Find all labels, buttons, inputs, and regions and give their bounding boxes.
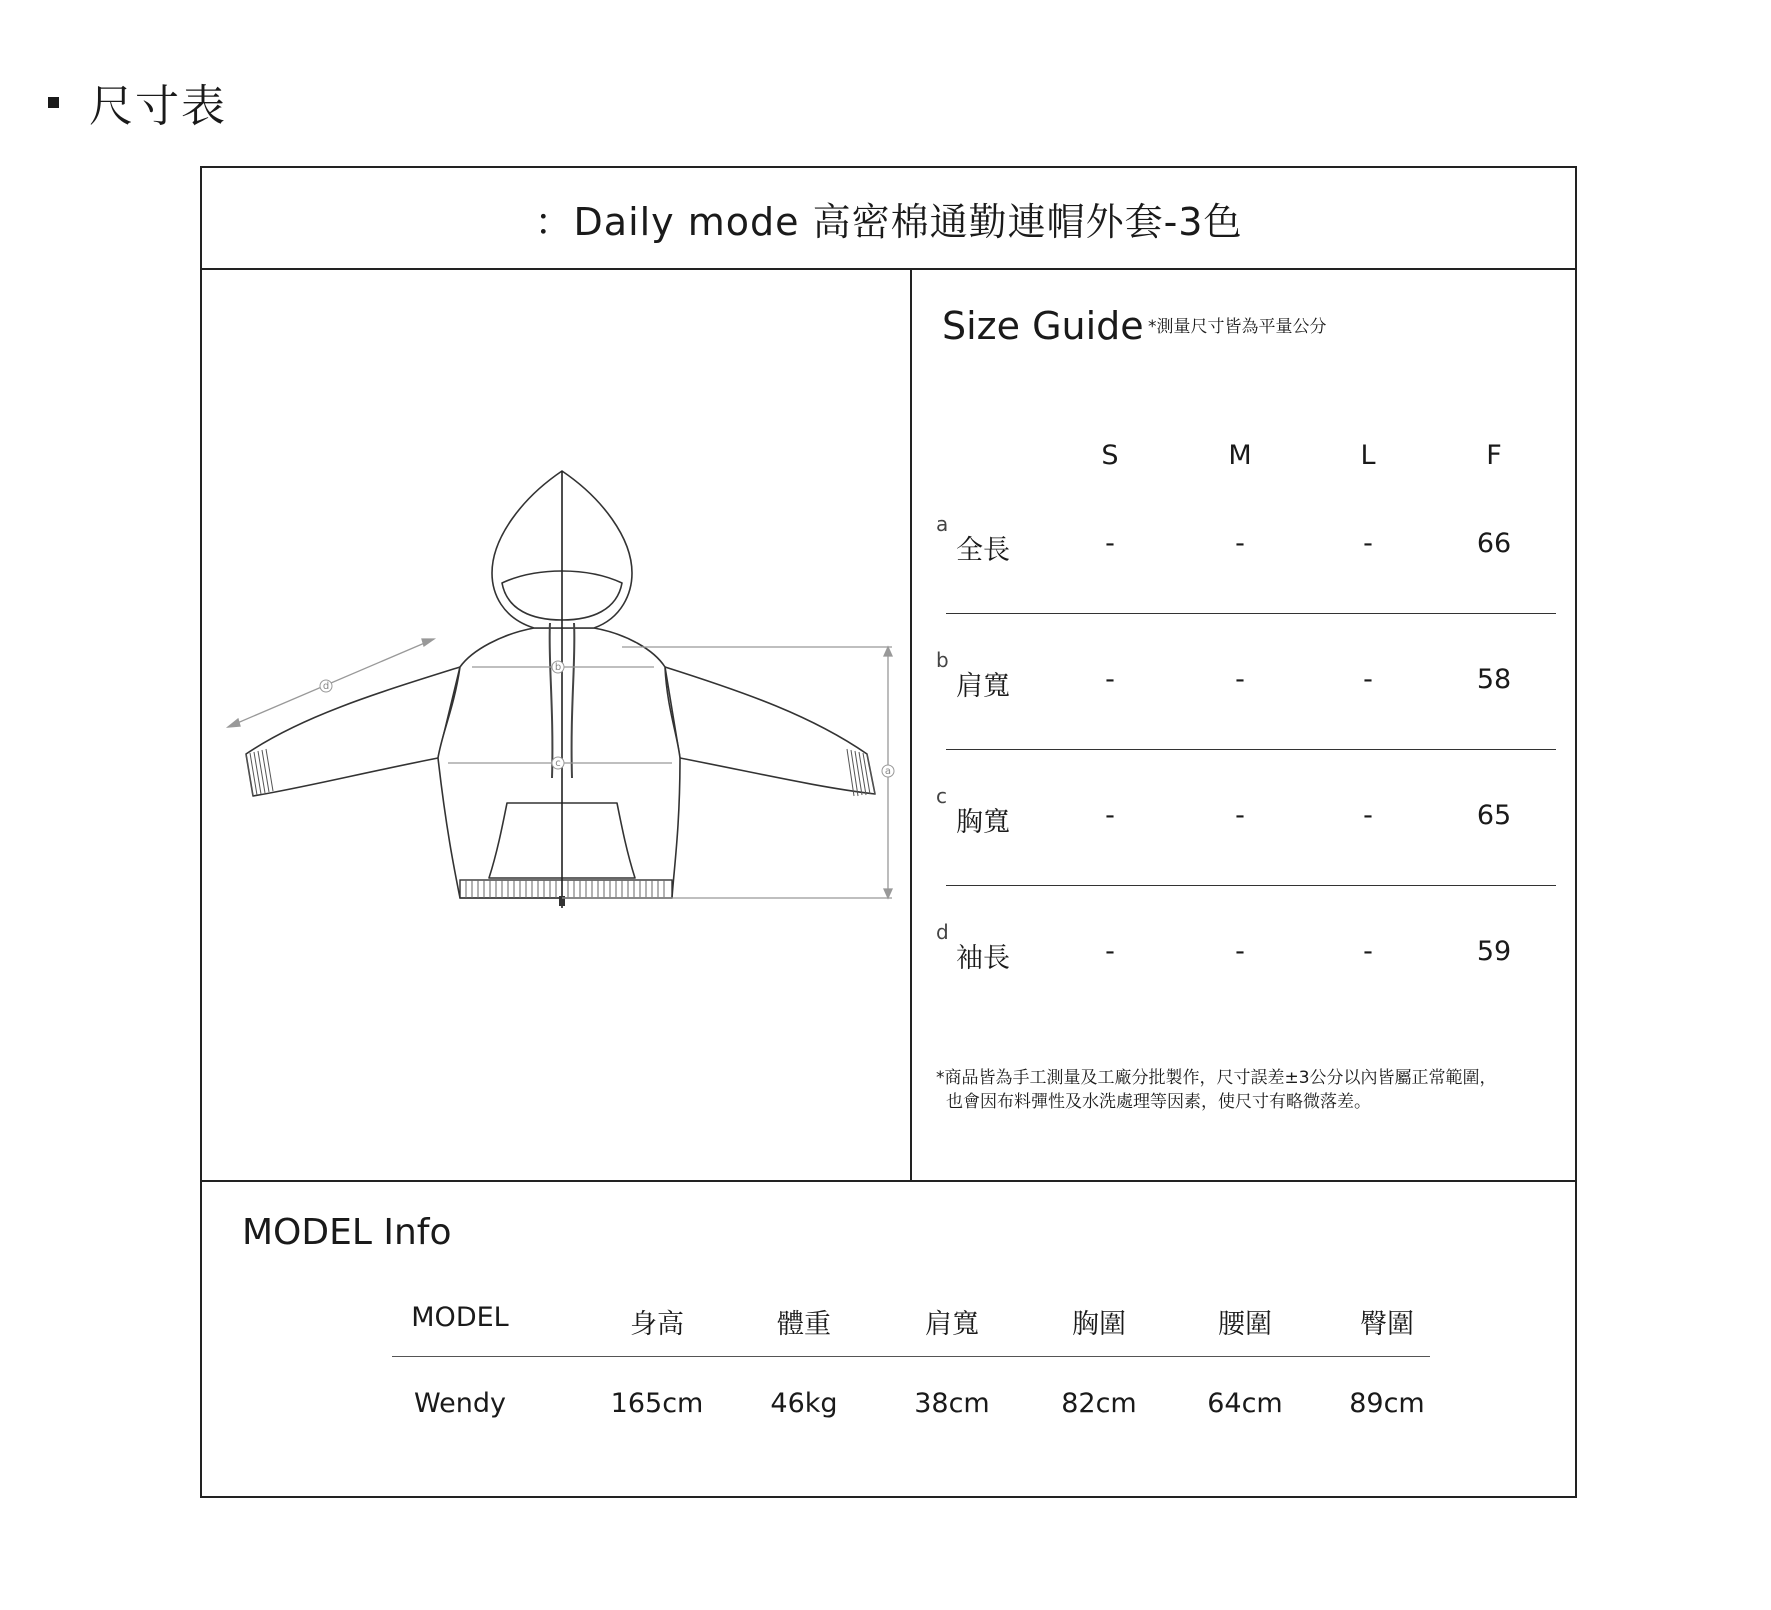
model-header-hip: 臀圍 — [1360, 1309, 1414, 1340]
cell-shoulder-f: 58 — [1476, 664, 1512, 695]
row-letter-c: c — [936, 784, 947, 808]
section-heading-text: 尺寸表 — [89, 81, 227, 132]
cell-sleeve-m: - — [1235, 936, 1245, 967]
model-header-shoulder: 肩寬 — [925, 1309, 979, 1340]
cell-chest-l: - — [1363, 800, 1373, 831]
row-letter-d: d — [936, 920, 949, 944]
section-heading — [48, 72, 227, 132]
model-header-bust: 胸圍 — [1072, 1309, 1126, 1340]
model-value-hip: 89cm — [1349, 1388, 1425, 1419]
model-value-height: 165cm — [610, 1388, 704, 1419]
row-label-chest: 胸寬 — [956, 807, 1010, 838]
right-sleeve — [665, 667, 875, 794]
marker-c: c — [555, 758, 561, 769]
model-value-waist: 64cm — [1207, 1388, 1283, 1419]
size-footnote — [936, 1066, 1576, 1114]
footnote-line-2: 也會因布料彈性及水洗處理等因素，使尺寸有略微落差。 — [946, 1092, 1371, 1112]
cell-length-l: - — [1363, 528, 1373, 559]
garment-illustration-cell — [202, 268, 912, 1180]
row-label-shoulder: 肩寬 — [956, 671, 1010, 702]
size-guide-note: *測量尺寸皆為平量公分 — [1148, 317, 1327, 337]
product-title: ：Daily mode 高密棉通勤連帽外套-3色 — [202, 168, 1575, 270]
marker-d: d — [322, 681, 330, 692]
cell-length-s: - — [1105, 528, 1115, 559]
size-guide-cell — [912, 268, 1575, 1180]
bullet-icon — [48, 97, 59, 108]
cell-length-m: - — [1235, 528, 1245, 559]
marker-a: a — [884, 766, 892, 777]
row-label-length: 全長 — [956, 535, 1010, 566]
row-label-sleeve: 袖長 — [956, 943, 1010, 974]
cell-chest-f: 65 — [1476, 800, 1512, 831]
cell-sleeve-l: - — [1363, 936, 1373, 967]
size-header-s: S — [1101, 440, 1119, 471]
row-divider — [946, 613, 1556, 614]
hoodie-diagram — [202, 268, 910, 1180]
model-info-title: MODEL Info — [242, 1212, 452, 1253]
model-header-divider — [392, 1356, 1430, 1357]
model-header-waist: 腰圍 — [1218, 1309, 1272, 1340]
model-header-weight: 體重 — [777, 1309, 831, 1340]
footnote-line-1: *商品皆為手工測量及工廠分批製作，尺寸誤差±3公分以內皆屬正常範圍， — [936, 1068, 1497, 1088]
row-letter-a: a — [936, 512, 949, 536]
size-header-m: M — [1228, 440, 1252, 471]
cell-shoulder-l: - — [1363, 664, 1373, 695]
model-value-name: Wendy — [414, 1388, 506, 1419]
cell-sleeve-f: 59 — [1476, 936, 1512, 967]
row-letter-b: b — [936, 648, 949, 672]
model-header-height: 身高 — [630, 1309, 684, 1340]
model-value-shoulder: 38cm — [914, 1388, 990, 1419]
row-divider — [946, 885, 1556, 886]
model-value-weight: 46kg — [770, 1388, 838, 1419]
cell-chest-s: - — [1105, 800, 1115, 831]
marker-b: b — [554, 662, 562, 673]
row-divider — [946, 749, 1556, 750]
cell-shoulder-s: - — [1105, 664, 1115, 695]
size-chart-frame — [200, 166, 1577, 1498]
cell-shoulder-m: - — [1235, 664, 1245, 695]
size-header-l: L — [1360, 440, 1376, 471]
left-sleeve — [246, 667, 460, 796]
size-header-f: F — [1486, 440, 1502, 471]
cell-chest-m: - — [1235, 800, 1245, 831]
model-value-bust: 82cm — [1061, 1388, 1137, 1419]
size-guide-title: Size Guide — [942, 304, 1144, 348]
cell-length-f: 66 — [1476, 528, 1512, 559]
model-header-name: MODEL — [411, 1302, 509, 1333]
model-info-section — [202, 1180, 1575, 1498]
cell-sleeve-s: - — [1105, 936, 1115, 967]
